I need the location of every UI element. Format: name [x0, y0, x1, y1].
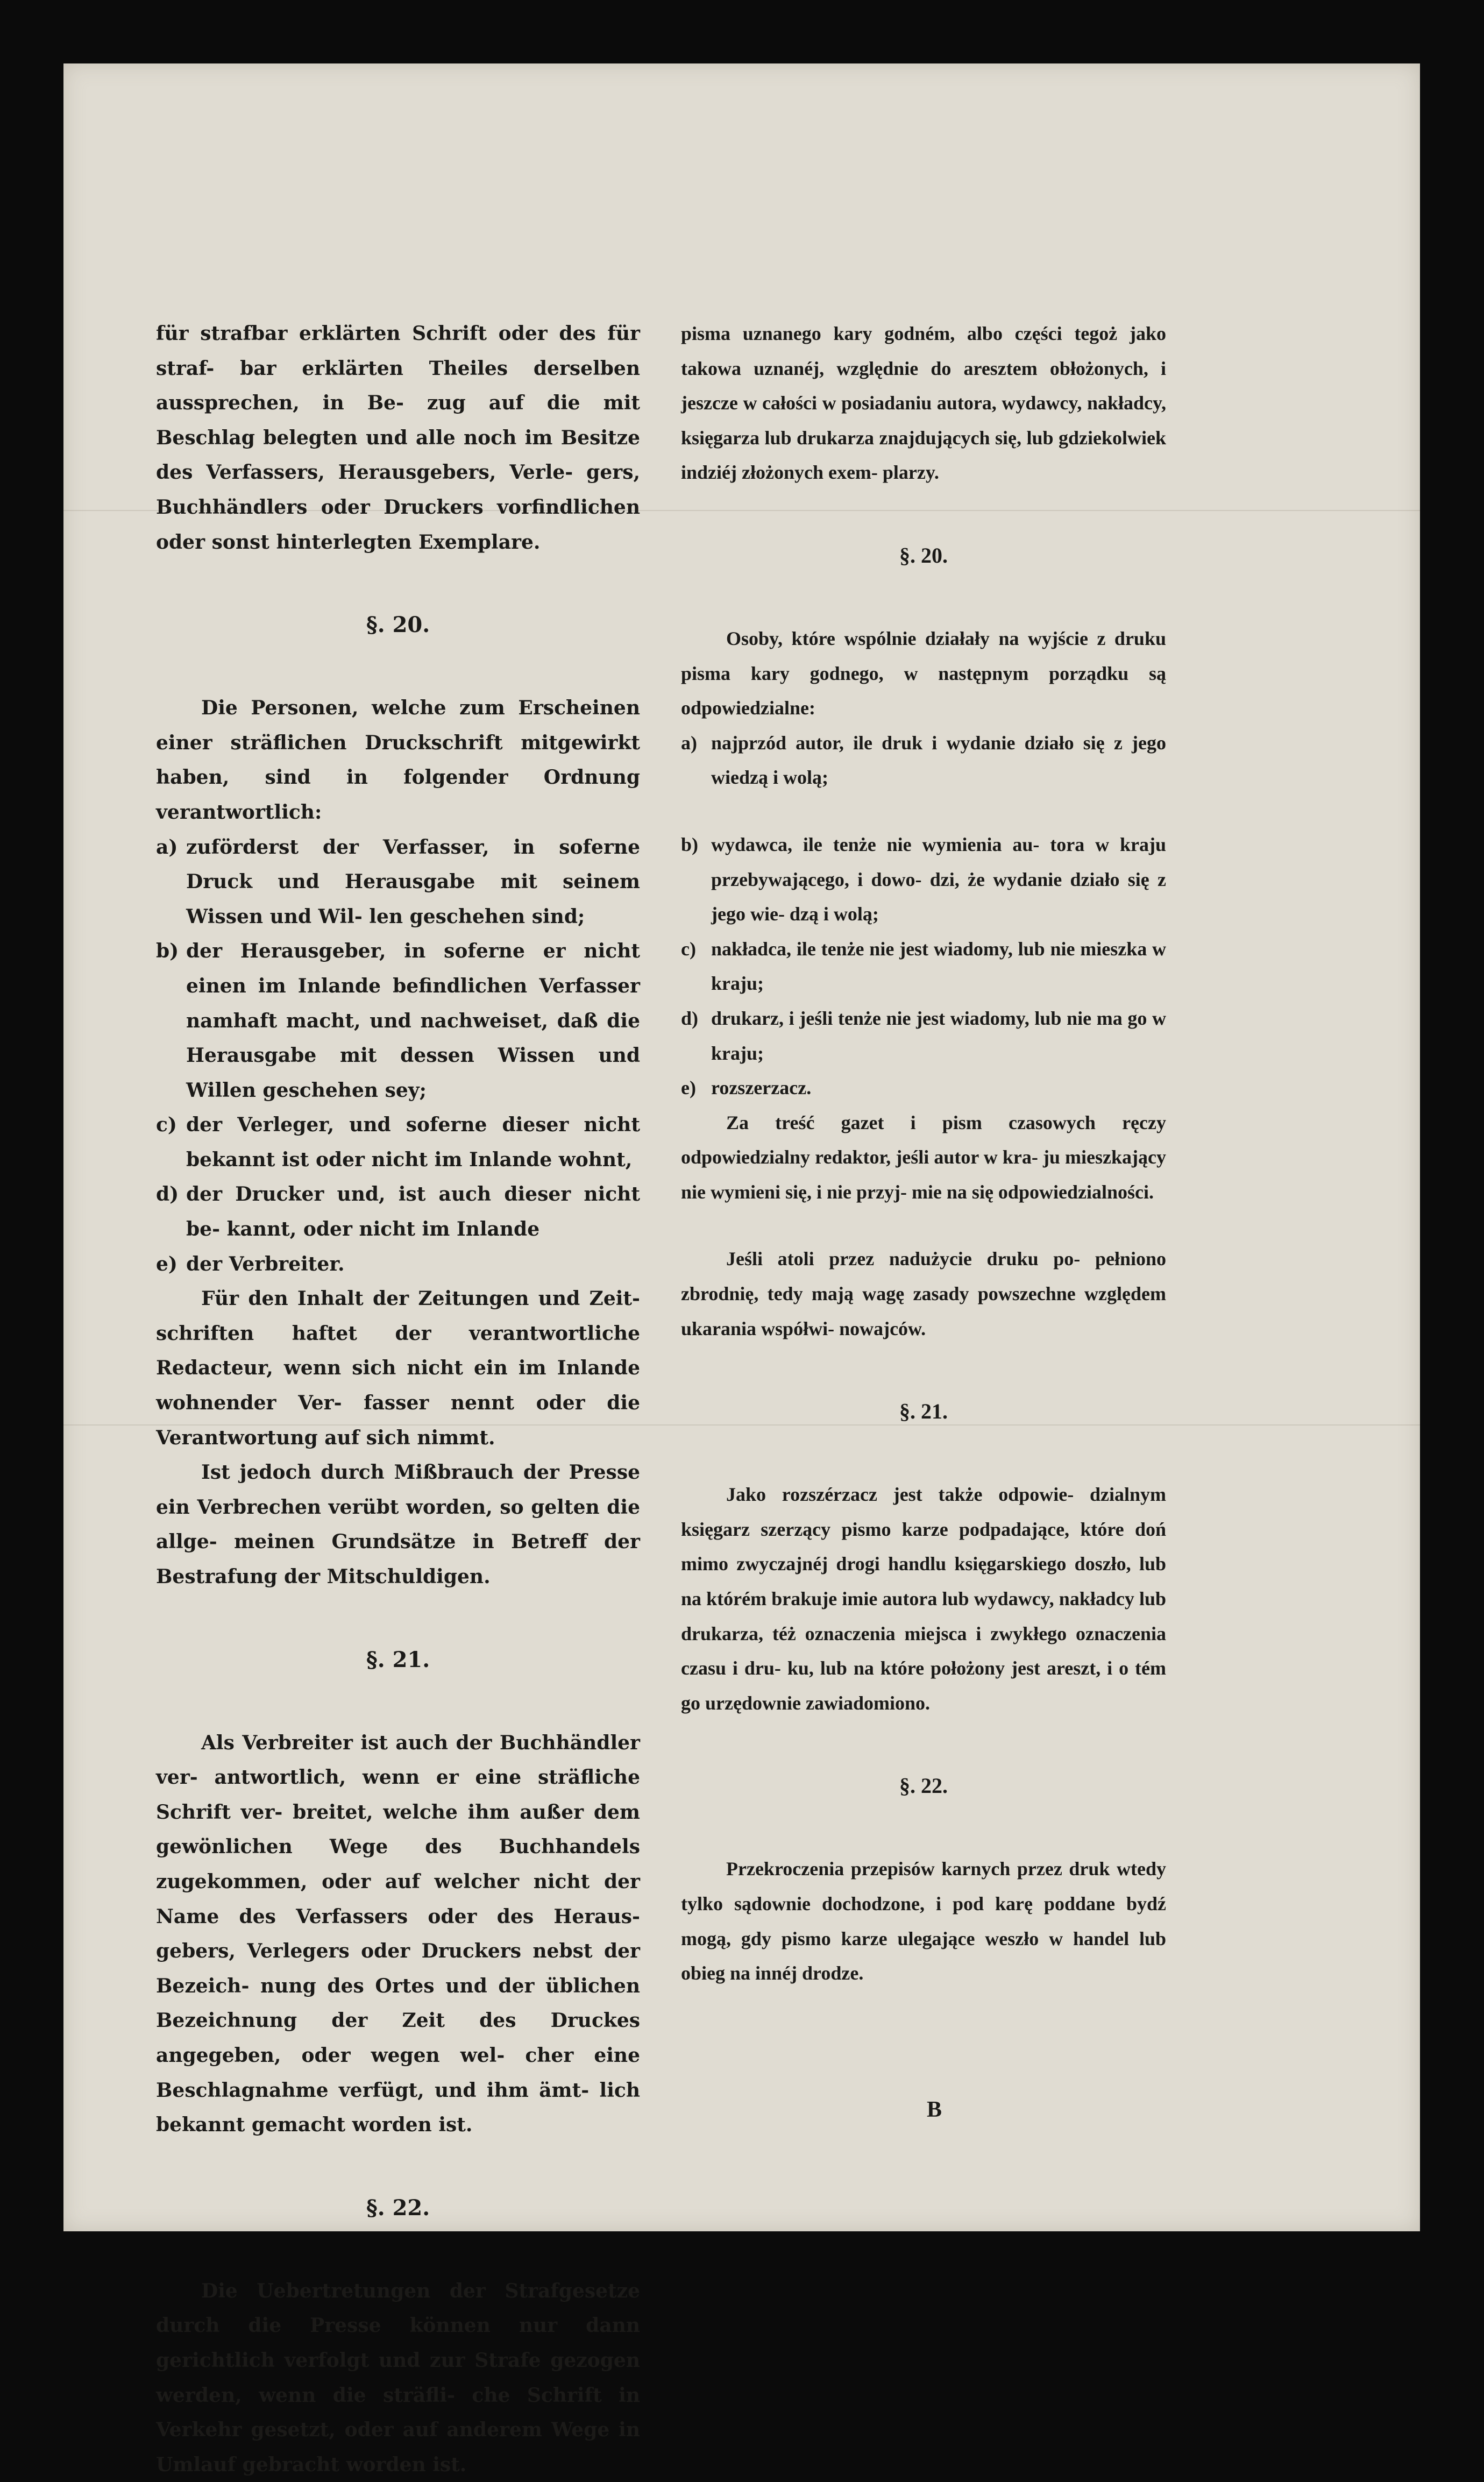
- polish-section-22-text: Przekroczenia przepisów karnych przez druk wtedy tylko sądownie dochodzone, i pod karę poddane bydź mogą, gdy pismo karze ulegające weszło w handel lub obieg na innéj drodze.: [681, 1858, 1166, 1984]
- german-section-20-lead: Die Personen, welche zum Erscheinen einer sträflichen Druckschrift mitgewirkt haben, sind in folgender Ordnung verantwortlich:: [156, 697, 640, 824]
- german-section-21-heading: §. 21.: [366, 1647, 430, 1672]
- polish-section-20-lead: Osoby, które wspólnie działały na wyjście z druku pisma kary godnego, w następnym porządku są odpowiedzialne:: [681, 627, 1166, 719]
- german-section-22-heading: §. 22.: [366, 2195, 430, 2221]
- german-section-20-paragraph: Für den Inhalt der Zeitungen und Zeit- schriften haftet der verantwortliche Redacteur, wenn sich nicht ein im Inlande wohnender Ver- fasser nennt oder die Verantwortung auf sich nimmt.: [156, 1287, 640, 1449]
- german-section-22-text: Die Uebertretungen der Strafgesetze durch die Presse können nur dann gerichtlich verfolgt und zur Strafe gezogen werden, wenn die sträfli- che Schrift in Verkehr gesetzt, oder auf anderem Wege in Umlauf gebracht worden ist.: [156, 2279, 640, 2476]
- polish-intro: pisma uznanego kary godném, albo części tegoż jako takowa uznanéj, względnie do aresztem obłożonych, i jeszcze w całości w posiadaniu autora, wydawcy, nakładcy, księgarza lub drukarza znajdujących się, lub gdziekolwiek indziéj złożonych exem- plarzy.: [681, 323, 1166, 484]
- spacer: [681, 795, 1166, 827]
- spacer: [681, 1209, 1166, 1242]
- polish-section-20-heading: §. 20.: [899, 543, 948, 568]
- document-page: [63, 63, 1420, 2476]
- polish-section-20-paragraph: Za treść gazet i pism czasowych ręczy odpowiedzialny redaktor, jeśli autor w kra- ju mieszkający nie wymieni się, i nie przyj- mie na się odpowiedzialności.: [681, 1111, 1166, 1203]
- polish-column: [681, 316, 1166, 1991]
- list-item: b) der Herausgeber, in soferne er nicht einen im Inlande befindlichen Verfasser namhaft macht, und nachweiset, daß die Herausgabe mit dessen Wissen und Willen geschehen sey;: [156, 940, 640, 1102]
- polish-section-20-paragraph: Jeśli atoli przez nadużycie druku po- pełniono zbrodnię, tedy mają wagę zasady powszechne względem ukarania współwi- nowajców.: [681, 1248, 1166, 1339]
- german-section-21-text: Als Verbreiter ist auch der Buchhändler ver- antwortlich, wenn er eine sträfliche Schrift ver- breitet, welche ihm außer dem gewönlichen Wege des Buchhandels zugekommen, oder auf welcher nicht der Name des Verfassers oder des Heraus- gebers, Verlegers oder Druckers nebst der Bezeich- nung des Ortes und der üblichen Bezeichnung der Zeit des Druckes angegeben, oder wegen wel- cher eine Beschlagnahme verfügt, und ihm ämt- lich bekannt gemacht worden ist.: [156, 1731, 640, 2137]
- list-item: b) wydawca, ile tenże nie wymienia au- tora w kraju przebywającego, i dowo- dzi, że wydanie działo się z jego wie- dzą i wolą;: [681, 833, 1166, 925]
- polish-section-22-heading: §. 22.: [899, 1774, 948, 1798]
- german-section-20-paragraph: Ist jedoch durch Mißbrauch der Presse ein Verbrechen verübt worden, so gelten die allge- meinen Grundsätze in Betreff der Bestrafung der Mitschuldigen.: [156, 1461, 640, 1588]
- list-item: d) der Drucker und, ist auch dieser nicht be- kannt, oder nicht im Inlande: [156, 1183, 640, 1241]
- german-intro: für strafbar erklärten Schrift oder des für straf- bar erklärten Theiles derselben aussprechen, in Be- zug auf die mit Beschlag belegten und alle noch im Besitze des Verfassers, Herausgebers, Verle- gers, Buchhändlers oder Druckers vorfindlichen oder sonst hinterlegten Exemplare.: [156, 322, 640, 554]
- list-item: c) nakładca, ile tenże nie jest wiadomy, lub nie mieszka w kraju;: [681, 938, 1166, 995]
- list-item: a) najprzód autor, ile druk i wydanie działo się z jego wiedzą i wolą;: [681, 732, 1166, 789]
- signature-mark: B: [927, 2097, 942, 2122]
- polish-section-21-text: Jako rozszérzacz jest także odpowie- dzialnym księgarz szerzący pismo karze podpadające, które doń mimo zwyczajnéj drogi handlu księgarskiego doszło, lub na którém brakuje imie autora lub wydawcy, nakładcy lub drukarza, téż oznaczenia miejsca i zwykłego oznaczenia czasu i dru- ku, lub na które położony jest areszt, i o tém go urzędownie zawiadomiono.: [681, 1484, 1166, 1714]
- german-section-20-heading: §. 20.: [366, 612, 430, 638]
- list-item: e) rozszerzacz.: [681, 1077, 812, 1099]
- polish-section-21-heading: §. 21.: [899, 1399, 948, 1424]
- list-item: c) der Verleger, und soferne dieser nicht bekannt ist oder nicht im Inlande wohnt,: [156, 1114, 640, 1171]
- german-column: [156, 316, 640, 2482]
- list-item: a) zuförderst der Verfasser, in soferne Druck und Herausgabe mit seinem Wissen und Wil- len geschehen sind;: [156, 835, 640, 928]
- list-item: e) der Verbreiter.: [156, 1252, 345, 1275]
- list-item: d) drukarz, i jeśli tenże nie jest wiadomy, lub nie ma go w kraju;: [681, 1007, 1166, 1064]
